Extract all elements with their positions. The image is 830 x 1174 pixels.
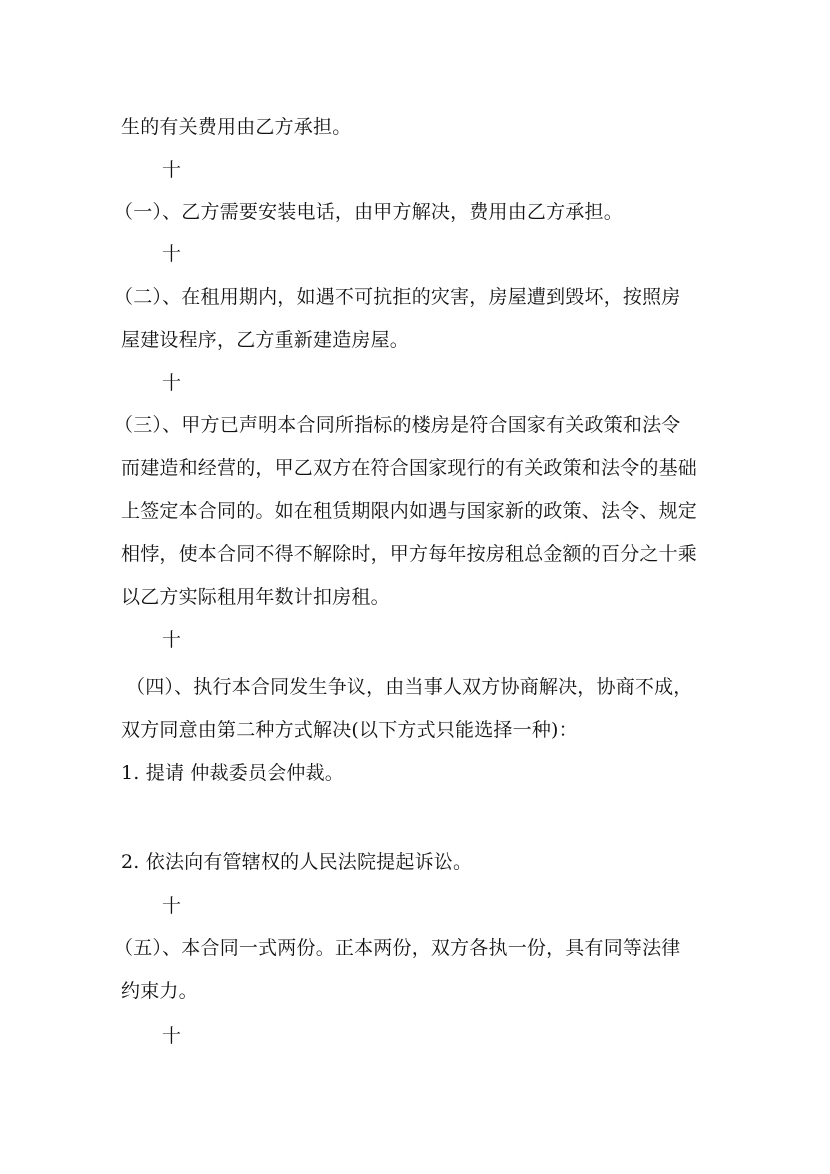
section-marker: 十 [162, 159, 182, 181]
section-marker: 十 [162, 1025, 182, 1047]
text-line: 上签定本合同的。如在租赁期限内如遇与国家新的政策、法令、规定 [121, 500, 698, 522]
list-item: 2. 依法向有管辖权的人民法院提起诉讼。 [121, 851, 473, 873]
text-line: 屋建设程序，乙方重新建造房屋。 [121, 329, 410, 351]
section-marker: 十 [162, 372, 182, 394]
clause-3: （三）、甲方已声明本合同所指标的楼房是符合国家有关政策和法令 [114, 414, 681, 436]
text-line: 相悖，使本合同不得不解除时，甲方每年按房租总金额的百分之十乘 [121, 543, 698, 565]
clause-1: （一）、乙方需要安装电话，由甲方解决，费用由乙方承担。 [114, 201, 623, 223]
clause-2: （二）、在租用期内，如遇不可抗拒的灾害，房屋遭到毁坏，按照房 [114, 286, 681, 308]
section-marker: 十 [162, 895, 182, 917]
text-line: 而建造和经营的，甲乙双方在符合国家现行的有关政策和法令的基础 [121, 457, 698, 479]
list-item: 1. 提请 仲裁委员会仲裁。 [121, 762, 345, 784]
clause-4: （四）、执行本合同发生争议，由当事人双方协商解决，协商不成， [126, 676, 693, 698]
text-line: 约束力。 [121, 980, 198, 1002]
clause-5: （五）、本合同一式两份。正本两份，双方各执一份，具有同等法律 [114, 937, 681, 959]
text-line: 双方同意由第二种方式解决(以下方式只能选择一种)： [121, 719, 578, 741]
text-line: 以乙方实际租用年数计扣房租。 [121, 586, 390, 608]
section-marker: 十 [162, 243, 182, 265]
text-line: 生的有关费用由乙方承担。 [121, 116, 352, 138]
section-marker: 十 [162, 629, 182, 651]
